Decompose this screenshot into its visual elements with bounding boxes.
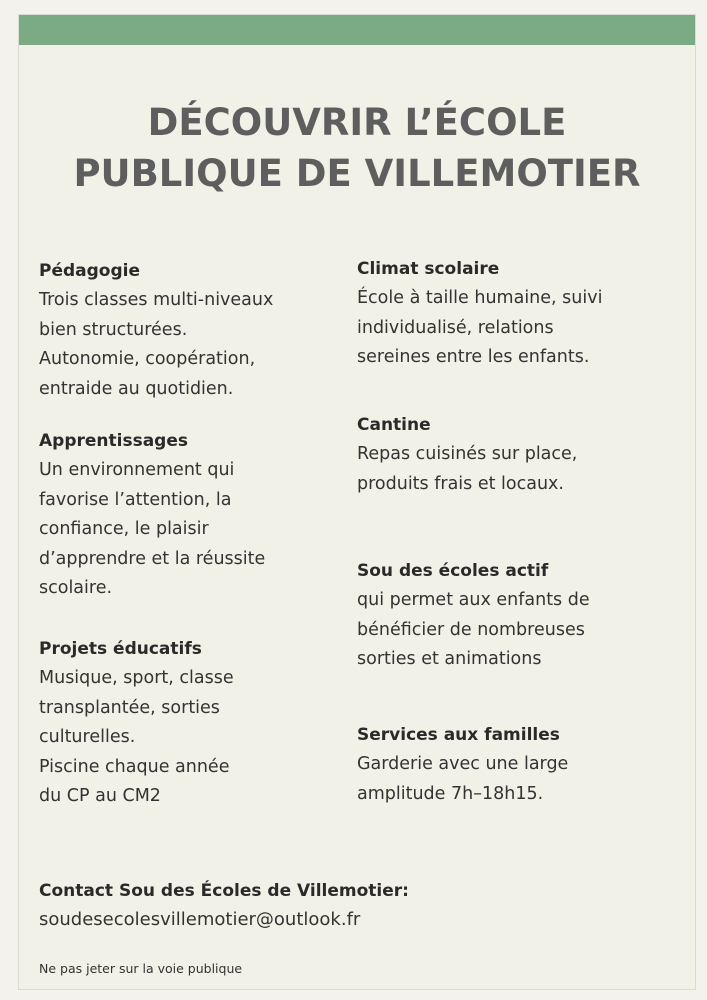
section-heading: Cantine — [357, 415, 431, 435]
section-climat-scolaire — [357, 255, 667, 373]
contact-section — [39, 877, 679, 935]
section-sou-des-ecoles — [357, 557, 667, 675]
section-heading: Climat scolaire — [357, 259, 500, 279]
section-cantine — [357, 411, 667, 499]
section-heading: Services aux familles — [357, 725, 560, 745]
section-text: Musique, sport, classe transplantée, sorties culturelles. Piscine chaque année du CP au CM2 — [39, 668, 234, 806]
top-green-bar — [19, 15, 695, 45]
section-text: Trois classes multi-niveaux bien structurées. Autonomie, coopération, entraide au quotidien. — [39, 290, 274, 399]
section-services-familles — [357, 721, 667, 809]
section-text: Repas cuisinés sur place, produits frais et locaux. — [357, 444, 578, 494]
section-apprentissages — [39, 427, 349, 604]
flyer-page — [18, 14, 696, 990]
section-heading: Pédagogie — [39, 261, 141, 281]
section-text: Un environnement qui favorise l’attention, la confiance, le plaisir d’apprendre et la réussite scolaire. — [39, 460, 266, 598]
section-text: Garderie avec une large amplitude 7h–18h15. — [357, 754, 569, 804]
title-line-1: DÉCOUVRIR L’ÉCOLE — [147, 101, 567, 144]
section-heading: Projets éducatifs — [39, 639, 202, 659]
section-text: École à taille humaine, suivi individualisé, relations sereines entre les enfants. — [357, 288, 603, 367]
footnote: Ne pas jeter sur la voie publique — [39, 961, 243, 976]
section-pedagogie — [39, 257, 349, 404]
section-heading: Sou des écoles actif — [357, 561, 549, 581]
title-line-2: PUBLIQUE DE VILLEMOTIER — [73, 152, 641, 195]
section-projets-educatifs — [39, 635, 349, 812]
section-heading: Apprentissages — [39, 431, 188, 451]
section-text: qui permet aux enfants de bénéficier de nombreuses sorties et animations — [357, 590, 590, 669]
page-title — [19, 97, 695, 199]
contact-heading: Contact Sou des Écoles de Villemotier: — [39, 881, 409, 901]
contact-email[interactable]: soudesecolesvillemotier@outlook.fr — [39, 909, 361, 930]
